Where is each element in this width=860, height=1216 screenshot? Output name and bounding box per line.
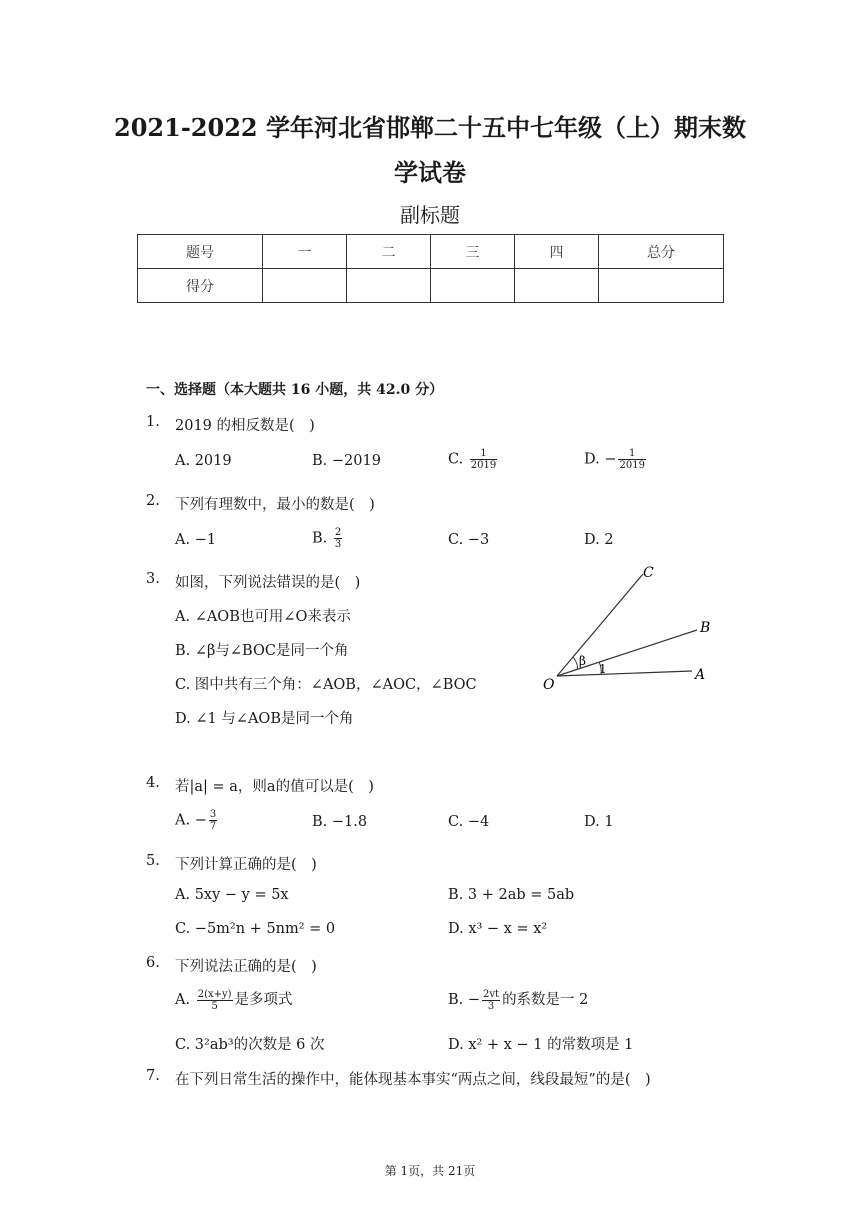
option-b: B. ∠β与∠BOC是同一个角 [175, 643, 349, 659]
score-table-row [138, 269, 724, 303]
ray-ob [557, 630, 697, 676]
option-c: C. −4 [448, 814, 490, 830]
label-one: 1 [599, 662, 607, 676]
fraction [618, 448, 645, 471]
question-stem: 下列计算正确的是( ) [175, 857, 317, 873]
score-row-label: 得分 [138, 269, 263, 303]
fraction-denominator: 5 [211, 1000, 218, 1012]
fraction-numerator: 3 [209, 809, 217, 820]
option-a: A. −1 [175, 532, 217, 548]
option-b-prefix: B. [312, 530, 332, 547]
option-b-prefix: B. − [448, 992, 481, 1008]
question-stem: 在下列日常生活的操作中，能体现基本事实“两点之间，线段最短”的是( ) [175, 1072, 651, 1088]
score-header-cell: 题号 [138, 235, 263, 269]
option-c [448, 448, 499, 471]
ray-oc [557, 574, 643, 676]
option-d [584, 448, 648, 471]
score-cell [347, 269, 431, 303]
score-cell [599, 269, 724, 303]
question-number: 6. [146, 955, 160, 971]
option-d: D. 2 [584, 532, 614, 548]
question-stem: 若|a| = a，则a的值可以是( ) [175, 779, 374, 795]
option-c-prefix: C. [448, 451, 468, 468]
question-stem: 下列说法正确的是( ) [175, 959, 317, 975]
option-d: D. ∠1 与∠AOB是同一个角 [175, 711, 354, 727]
fraction [334, 527, 342, 550]
label-a: A [695, 667, 706, 683]
option-a [175, 809, 219, 832]
score-cell [263, 269, 347, 303]
fraction [197, 989, 233, 1012]
fraction-numerator: 2vt [483, 988, 500, 1000]
score-table [137, 234, 724, 303]
score-header-cell: 三 [431, 235, 515, 269]
score-header-cell: 二 [347, 235, 431, 269]
option-a: A. 2019 [175, 453, 232, 469]
fraction-numerator: 2 [334, 527, 342, 538]
fraction [470, 448, 497, 471]
angle-figure [535, 560, 725, 695]
page-title-line1: 2021-2022 学年河北省邯郸二十五中七年级（上）期末数 [114, 113, 746, 142]
score-header-cell: 四 [515, 235, 599, 269]
option-c: C. 图中共有三个角：∠AOB，∠AOC，∠BOC [175, 677, 477, 693]
label-c: C [643, 565, 654, 581]
fraction-denominator: 2019 [619, 460, 645, 471]
option-d: D. x³ − x = x² [448, 921, 548, 937]
option-c: C. 3²ab³的次数是 6 次 [175, 1037, 325, 1053]
question-stem: 2019 的相反数是( ) [175, 418, 315, 434]
score-header-cell: 一 [263, 235, 347, 269]
score-cell [515, 269, 599, 303]
question-number: 2. [146, 493, 160, 509]
option-b [448, 988, 588, 1012]
fraction-denominator: 7 [209, 821, 217, 832]
fraction [209, 809, 217, 832]
question-number: 5. [146, 853, 160, 869]
page-footer: 第 1页，共 21页 [384, 1164, 476, 1178]
page-subtitle: 副标题 [400, 203, 460, 227]
label-beta: β [579, 654, 586, 668]
option-b: B. −2019 [312, 453, 381, 469]
label-o: O [543, 677, 555, 693]
fraction-numerator: 1 [470, 448, 497, 460]
option-a: A. ∠AOB也可用∠O来表示 [175, 609, 351, 625]
fraction-denominator: 3 [487, 1000, 495, 1012]
angle-arc-beta [573, 657, 578, 670]
question-number: 7. [146, 1068, 160, 1084]
question-number: 3. [146, 571, 160, 587]
fraction [482, 989, 500, 1012]
option-c: C. −5m²n + 5nm² = 0 [175, 921, 336, 937]
page-title-line2: 学试卷 [394, 158, 466, 187]
fraction-numerator: 1 [618, 448, 645, 460]
question-stem: 如图，下列说法错误的是( ) [175, 575, 361, 591]
option-a-prefix: A. − [175, 812, 207, 829]
fraction-denominator: 2019 [470, 460, 497, 471]
option-d: D. x² + x − 1 的常数项是 1 [448, 1037, 634, 1053]
option-c: C. −3 [448, 532, 490, 548]
score-header-cell: 总分 [599, 235, 724, 269]
question-number: 1. [146, 414, 160, 430]
option-a-suffix: 是多项式 [234, 992, 293, 1008]
score-table-header-row [138, 235, 724, 269]
option-a-prefix: A. [175, 992, 195, 1008]
score-cell [431, 269, 515, 303]
option-b: B. −1.8 [312, 814, 368, 830]
section-heading: 一、选择题（本大题共 16 小题，共 42.0 分） [146, 382, 444, 398]
option-a [175, 988, 293, 1012]
option-d: D. 1 [584, 814, 614, 830]
option-d-prefix: D. − [584, 451, 617, 468]
label-b: B [700, 620, 711, 636]
option-b-suffix: 的系数是一 2 [502, 992, 589, 1008]
question-stem: 下列有理数中，最小的数是( ) [175, 497, 375, 513]
fraction-denominator: 3 [334, 539, 342, 550]
option-a: A. 5xy − y = 5x [175, 887, 289, 903]
fraction-numerator: 2(x+y) [197, 988, 232, 1000]
ray-oa [557, 671, 692, 676]
question-number: 4. [146, 775, 160, 791]
option-b [312, 527, 344, 550]
option-b: B. 3 + 2ab = 5ab [448, 887, 575, 903]
